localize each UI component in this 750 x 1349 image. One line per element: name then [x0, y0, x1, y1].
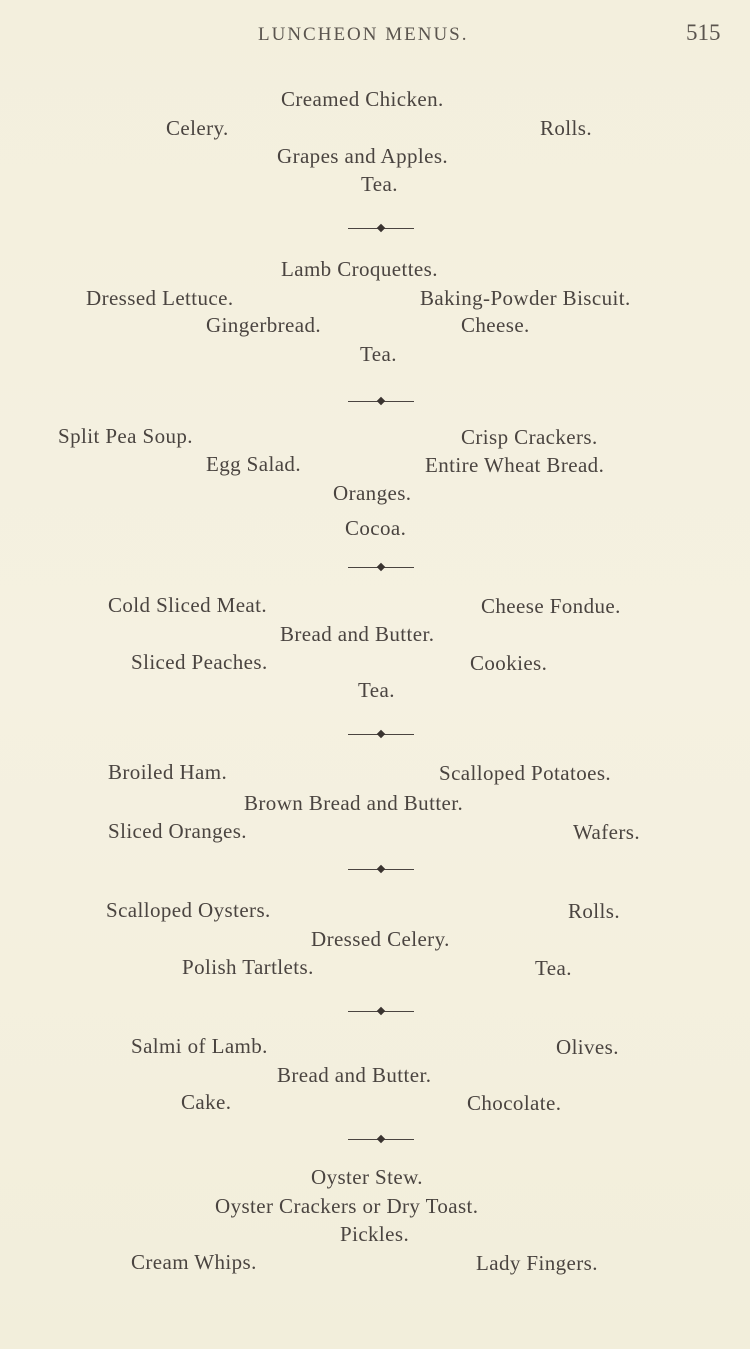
menu-item: Wafers.	[573, 820, 640, 844]
menu-item: Dressed Celery.	[311, 927, 450, 951]
menu-item: Grapes and Apples.	[277, 144, 449, 168]
menu-separator	[348, 865, 414, 875]
menu-item: Oyster Crackers or Dry Toast.	[215, 1194, 479, 1218]
menu-item: Bread and Butter.	[277, 1063, 432, 1087]
menu-separator	[348, 563, 414, 573]
menu-item: Salmi of Lamb.	[131, 1034, 268, 1058]
menu-item: Baking-Powder Biscuit.	[420, 286, 631, 310]
menu-item: Chocolate.	[467, 1091, 562, 1115]
menu-item: Polish Tartlets.	[182, 955, 314, 979]
menu-item: Brown Bread and Butter.	[244, 791, 464, 815]
menu-separator	[348, 730, 414, 740]
menu-item: Crisp Crackers.	[461, 425, 598, 449]
menu-item: Cake.	[181, 1090, 232, 1114]
menu-item: Rolls.	[568, 899, 620, 923]
menu-item: Sliced Oranges.	[108, 819, 247, 843]
menu-item: Lamb Croquettes.	[281, 257, 438, 281]
menu-separator	[348, 397, 414, 407]
menu-item: Split Pea Soup.	[58, 424, 193, 448]
menu-item: Scalloped Oysters.	[106, 898, 271, 922]
menu-item: Cream Whips.	[131, 1250, 257, 1274]
menu-item: Scalloped Potatoes.	[439, 761, 612, 785]
menu-item: Cheese Fondue.	[481, 594, 621, 618]
menu-item: Egg Salad.	[206, 452, 301, 476]
menu-item: Celery.	[166, 116, 229, 140]
menu-item: Oranges.	[333, 481, 412, 505]
menu-item: Bread and Butter.	[280, 622, 435, 646]
menu-item: Cocoa.	[345, 516, 407, 540]
menu-separator	[348, 1007, 414, 1017]
menu-separator	[348, 224, 414, 234]
menu-item: Creamed Chicken.	[281, 87, 444, 111]
menu-item: Oyster Stew.	[311, 1165, 423, 1189]
menu-item: Tea.	[361, 172, 398, 196]
menu-separator	[348, 1135, 414, 1145]
menu-item: Pickles.	[340, 1222, 410, 1246]
menu-item: Broiled Ham.	[108, 760, 228, 784]
menu-item: Tea.	[360, 342, 397, 366]
menu-item: Entire Wheat Bread.	[425, 453, 605, 477]
menu-item: Cookies.	[470, 651, 548, 675]
menu-item: Olives.	[556, 1035, 619, 1059]
menu-item: Sliced Peaches.	[131, 650, 268, 674]
menu-item: Cheese.	[461, 313, 530, 337]
menu-item: Rolls.	[540, 116, 592, 140]
menu-item: Lady Fingers.	[476, 1251, 598, 1275]
menu-item: Dressed Lettuce.	[86, 286, 234, 310]
menu-item: Gingerbread.	[206, 313, 321, 337]
page-number: 515	[686, 20, 721, 45]
running-header: LUNCHEON MENUS.	[258, 24, 469, 45]
menu-item: Tea.	[358, 678, 395, 702]
menu-item: Cold Sliced Meat.	[108, 593, 268, 617]
menu-item: Tea.	[535, 956, 572, 980]
